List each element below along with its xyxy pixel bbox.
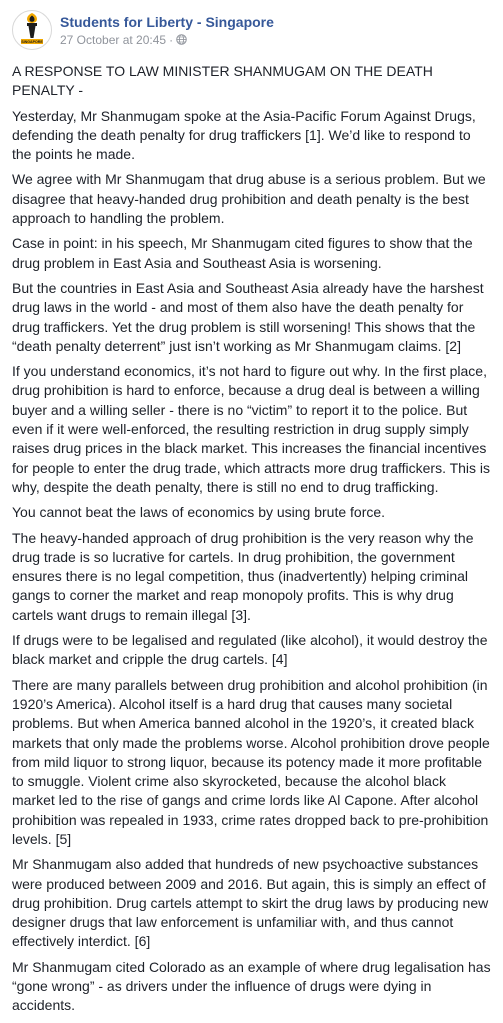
post-paragraph: Mr Shanmugam also added that hundreds of new psychoactive substances were produced between 2009 and 2016. But again, this is simply an effect of drug prohibition. Drug cartels attempt to skirt the drug laws by producing new designer drugs that law enforcement is unfamiliar with, and thus cannot effectively interdict. [6] — [12, 856, 489, 950]
post-paragraph: But the countries in East Asia and Southeast Asia already have the harshest drug laws in the world - and most of them also have the death penalty for drug traffickers. Yet the drug problem is still worsening! This shows that the “death penalty deterrent” just isn’t working as Mr Shanmugam claims. [2] — [12, 279, 484, 354]
post-header — [12, 0, 491, 56]
globe-icon[interactable] — [176, 34, 187, 45]
post-paragraph: Yesterday, Mr Shanmugam spoke at the Asia-Pacific Forum Against Drugs, defending the death penalty for drug traffickers [1]. We’d like to respond to the points he made. — [12, 107, 476, 163]
post-paragraph: Case in point: in his speech, Mr Shanmugam cited figures to show that the drug problem in East Asia and Southeast Asia is worsening. — [12, 235, 473, 271]
post-title: A RESPONSE TO LAW MINISTER SHANMUGAM ON THE DEATH PENALTY - — [12, 63, 433, 99]
timestamp-link[interactable]: 27 October at 20:45 — [60, 32, 167, 47]
post-paragraph: The heavy-handed approach of drug prohibition is the very reason why the drug trade is so lucrative for cartels. In drug prohibition, the government ensures there is no legal competition, thus (inadvertently) helping criminal gangs to corner the market and reap monopoly profits. This is why drug cartels want drugs to remain illegal [3]. — [12, 529, 474, 623]
post-subline — [60, 32, 274, 48]
torch-logo-icon — [13, 11, 51, 49]
post-meta — [60, 13, 274, 48]
avatar-text: SINGAPORE — [21, 40, 43, 44]
post-paragraph: If you understand economics, it’s not hard to figure out why. In the first place, drug prohibition is hard to enforce, because a drug deal is between a willing buyer and a willing seller - there is no “victim” to report it to the police. But even if it were well-enforced, the resulting restriction in drug supply simply raises drug prices in the black market. This increases the financial incentives for people to enter the drug trade, which attracts more drug traffickers. This is why, despite the death penalty, there is still no end to drug trafficking. — [12, 363, 491, 495]
post-paragraph: We agree with Mr Shanmugam that drug abuse is a serious problem. But we disagree that heavy-handed drug prohibition and death penalty is the best approach to handling the problem. — [12, 171, 486, 227]
separator-dot: · — [169, 32, 174, 47]
post-paragraph: There are many parallels between drug prohibition and alcohol prohibition (in 1920’s America). Alcohol itself is a hard drug that causes many societal problems. But when America banned alcohol in the 1920’s, it created black markets that only made the problems worse. Alcohol prohibition drove people from mild liquor to strong liquor, because its potency made it more profitable to smuggle. Violent crime also skyrocketed, because the alcohol black market led to the rise of gangs and crime lords like Al Capone. After alcohol prohibition was repealed in 1933, crime rates dropped back to pre-prohibition levels. [5] — [12, 676, 490, 847]
page-avatar[interactable] — [12, 10, 52, 50]
post-paragraph: Mr Shanmugam cited Colorado as an example of where drug legalisation has “gone wrong” - as drivers under the influence of drugs were dying in accidents. — [12, 958, 491, 1014]
post-body — [12, 62, 491, 1016]
post-paragraph: If drugs were to be legalised and regulated (like alcohol), it would destroy the black market and cripple the drug cartels. [4] — [12, 632, 488, 668]
page-name-link[interactable]: Students for Liberty - Singapore — [60, 13, 274, 30]
post-paragraph: You cannot beat the laws of economics by using brute force. — [12, 504, 386, 521]
